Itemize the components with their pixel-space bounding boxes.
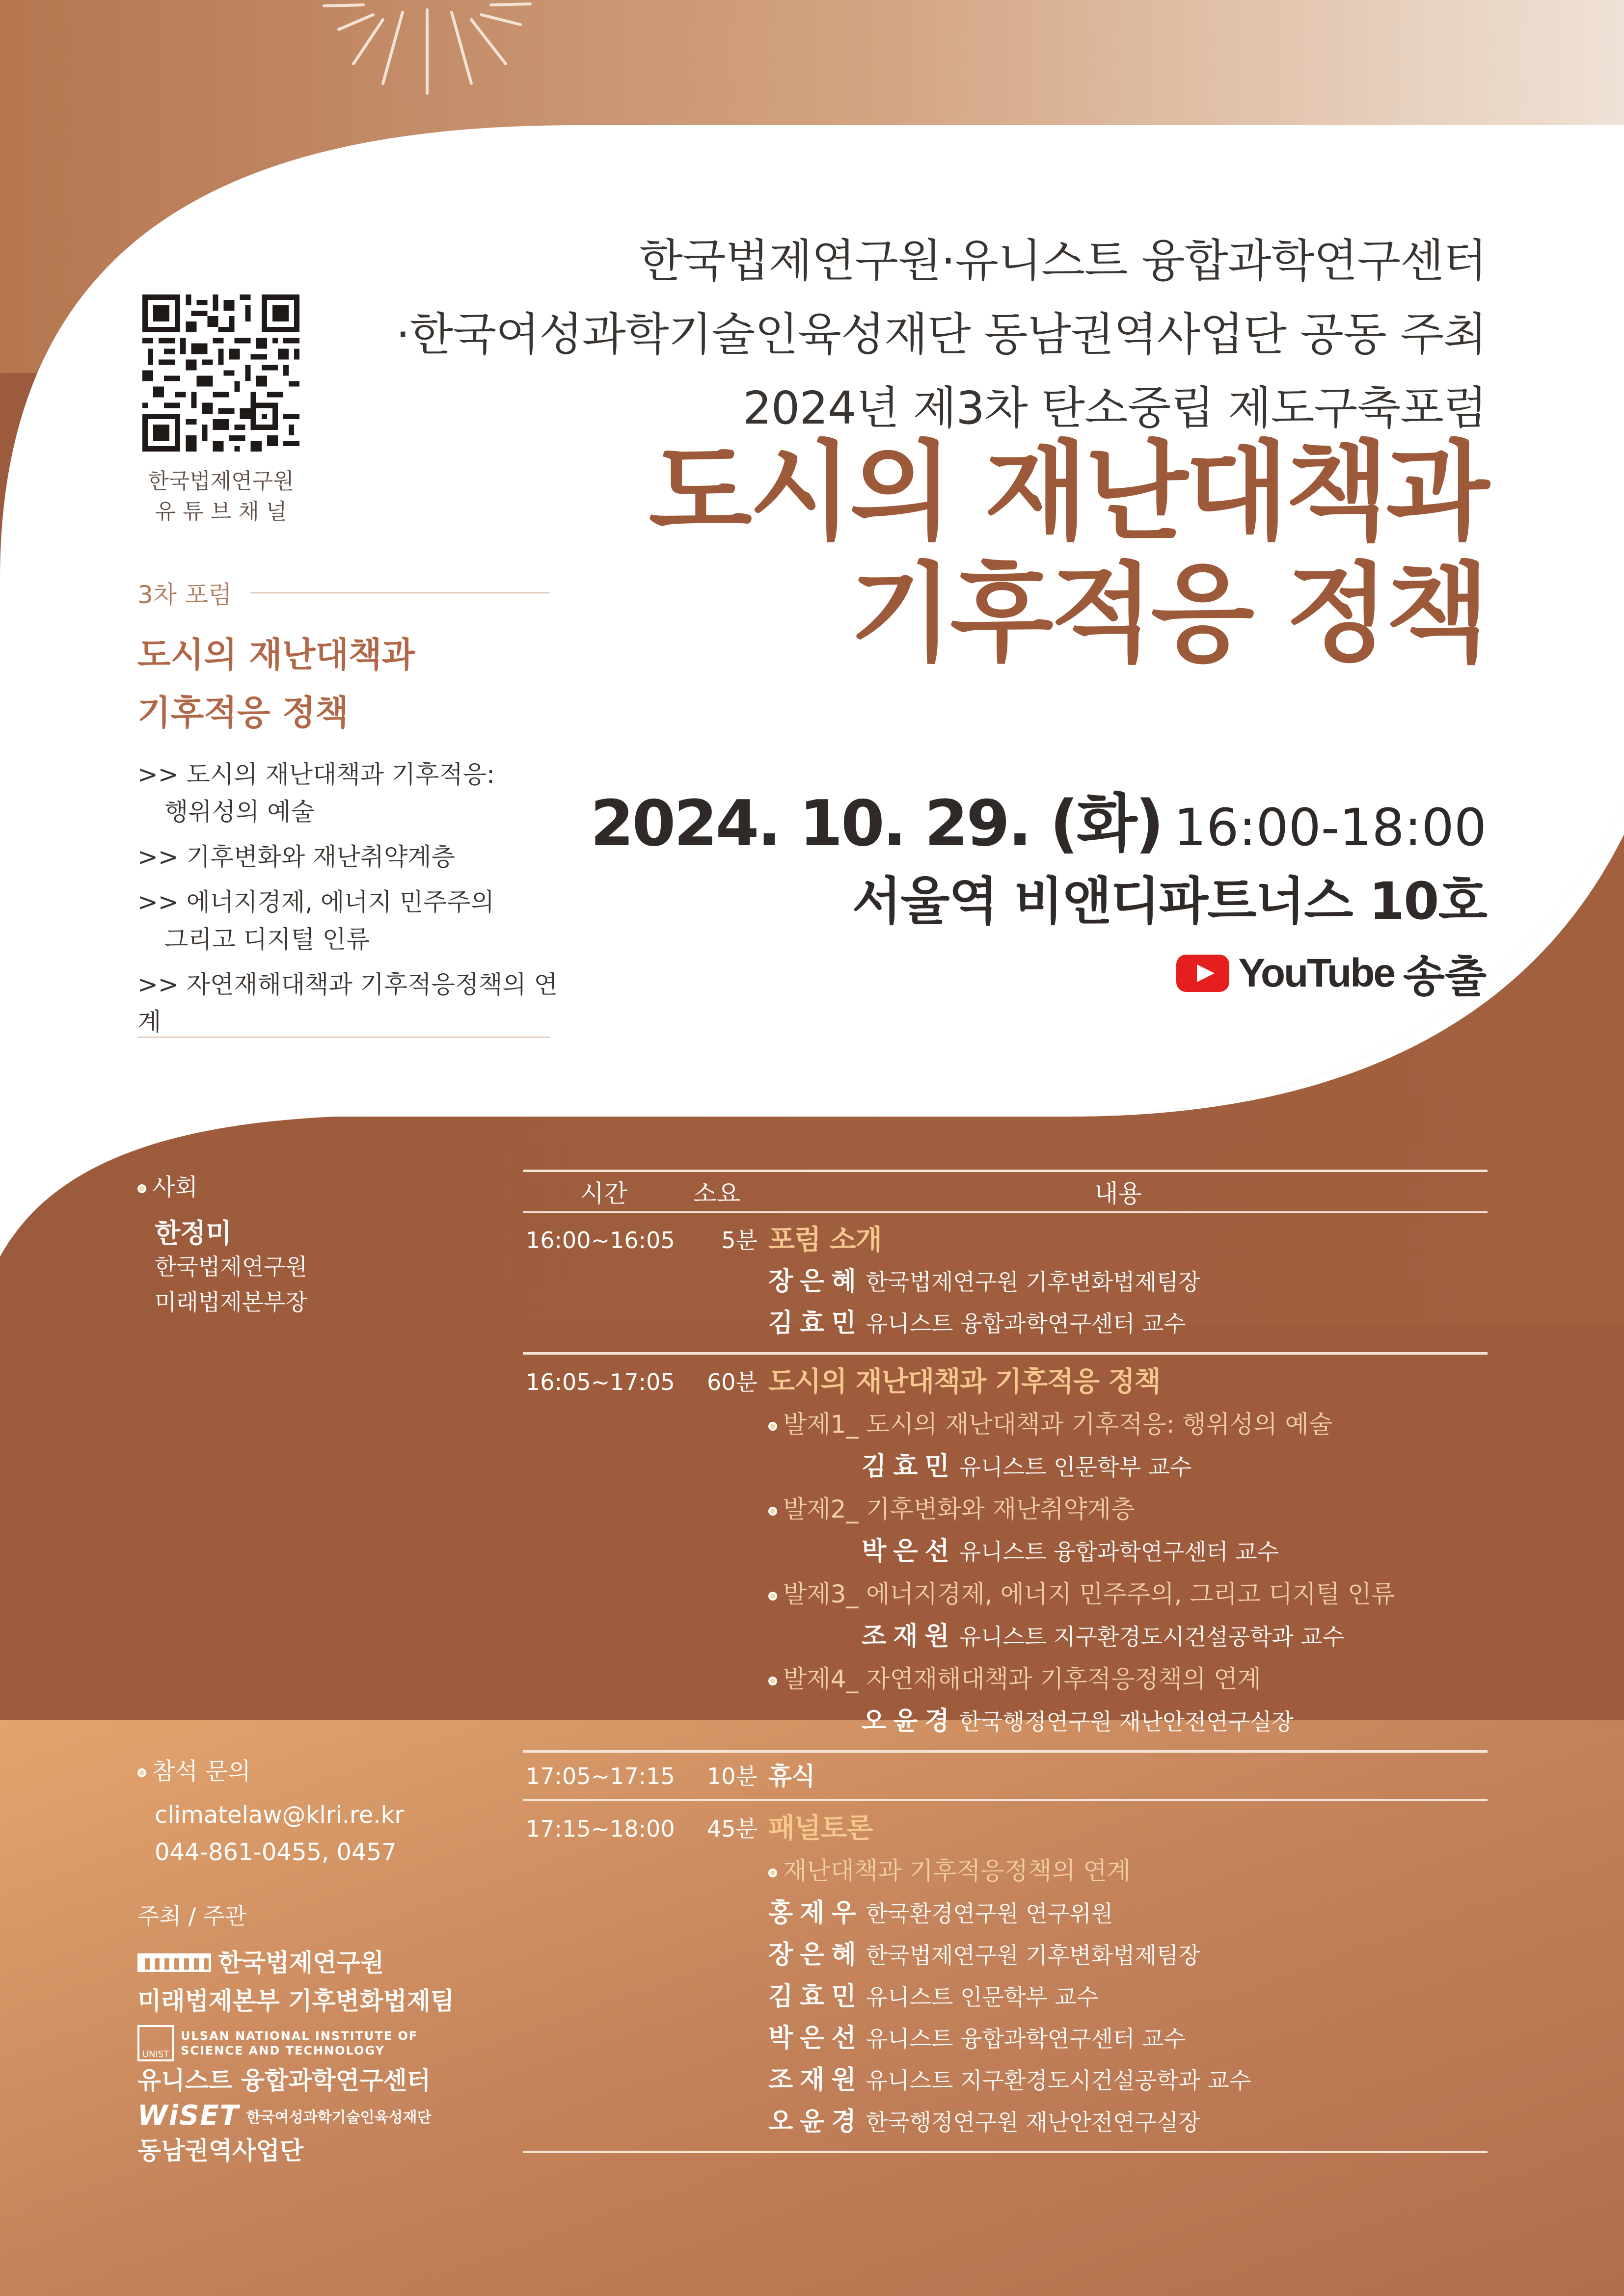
mc-name: 한정미 — [155, 1218, 232, 1249]
panelist: 박은선 유니스트 융합과학연구센터 교수 — [768, 2024, 1186, 2053]
organizer-logos — [137, 1944, 481, 2170]
bullet-icon — [137, 1184, 146, 1193]
panelist: 조재원 유니스트 지구환경도시건설공학과 교수 — [768, 2065, 1251, 2095]
speaker: 장은혜 한국법제연구원 기후변화법제팀장 — [768, 1267, 1200, 1296]
speaker: 조재원 유니스트 지구환경도시건설공학과 교수 — [862, 1622, 1345, 1651]
row-time: 17:15~18:00 — [526, 1815, 675, 1842]
unist-center: 유니스트 융합과학연구센터 — [137, 2066, 431, 2095]
topic-item: >> 기후변화와 재난취약계층 — [137, 843, 455, 871]
inquiry-label: 참석 문의 — [137, 1752, 251, 1786]
bullet-icon — [768, 1869, 777, 1877]
row-duration: 60분 — [707, 1369, 758, 1395]
table-rule — [523, 2151, 1488, 2153]
topic-item: >> 자연재해대책과 기후적응정책의 연계 — [137, 970, 558, 1036]
wiset-logo-icon: WiSET — [137, 2100, 240, 2132]
row-duration: 45분 — [707, 1815, 758, 1842]
schedule-table — [523, 1170, 1488, 2153]
youtube-play-icon — [1176, 955, 1229, 992]
row-duration: 5분 — [721, 1227, 758, 1254]
topic-list — [137, 756, 579, 1048]
table-row — [523, 1753, 1488, 1799]
bullet-icon — [768, 1507, 777, 1516]
segment-title: 휴식 — [768, 1762, 815, 1790]
divider — [137, 1037, 550, 1038]
bullet-icon — [768, 1592, 777, 1601]
table-row — [523, 1213, 1488, 1352]
forum-name: 2024년 제3차 탄소중립 제도구축포럼 — [743, 382, 1487, 434]
main-title — [649, 432, 1487, 675]
topic-item: >> 도시의 재난대책과 기후적응: 행위성의 예술 — [137, 760, 495, 826]
unist-logo-icon: UNIST — [137, 2025, 174, 2061]
bullet-icon — [137, 1768, 146, 1777]
broadcast-label: 송출 — [1403, 951, 1487, 1002]
speaker: 김효민 유니스트 인문학부 교수 — [862, 1452, 1192, 1481]
unist-logo: UNIST ULSAN NATIONAL INSTITUTE OF SCIENCE AND TECHNOLOGY — [137, 2025, 481, 2061]
forum-title-line2: 기후적응 정책 — [137, 693, 349, 733]
bullet-icon — [768, 1677, 777, 1685]
talk-topic: 발제1_ 도시의 재난대책과 기후적응: 행위성의 예술 — [768, 1403, 1488, 1446]
co-hosts-line1: 한국법제연구원·유니스트 융합과학연구센터 — [639, 235, 1487, 287]
panelist: 장은혜 한국법제연구원 기후변화법제팀장 — [768, 1940, 1200, 1970]
qr-caption — [123, 466, 319, 527]
table-row — [523, 1801, 1488, 2151]
row-time: 16:05~17:05 — [526, 1369, 675, 1395]
talk-topic: 발제3_ 에너지경제, 에너지 민주주의, 그리고 디지털 인류 — [768, 1573, 1488, 1616]
speaker: 박은선 유니스트 융합과학연구센터 교수 — [862, 1537, 1279, 1566]
panel-topic: 재난대책과 기후적응정책의 연계 — [768, 1849, 1488, 1893]
table-header — [523, 1172, 1488, 1211]
klri-logo: 한국법제연구원 — [137, 1944, 481, 1982]
topic-item: >> 에너지경제, 에너지 민주주의 그리고 디지털 인류 — [137, 888, 494, 954]
wiset-branch: 동남권역사업단 — [137, 2136, 304, 2165]
header-time: 시간 — [580, 1179, 628, 1208]
mc-affiliation: 한국법제연구원 미래법제본부장 — [155, 1254, 308, 1315]
row-duration: 10분 — [707, 1763, 758, 1789]
segment-title: 포럼 소개 — [768, 1224, 882, 1256]
event-venue: 서울역 비앤디파트너스 10호 — [852, 871, 1487, 931]
panelist: 홍제우 한국환경연구원 연구위원 — [768, 1898, 1113, 1928]
inquiry-email[interactable]: climatelaw@klri.re.kr — [155, 1801, 405, 1829]
event-datetime — [590, 773, 1487, 863]
segment-title: 도시의 재난대책과 기후적응 정책 — [768, 1366, 1161, 1398]
klri-logo-icon — [137, 1953, 211, 1972]
speaker: 김효민 유니스트 융합과학연구센터 교수 — [768, 1308, 1186, 1338]
divider — [250, 592, 550, 593]
co-hosts-line2: ·한국여성과학기술인육성재단 동남권역사업단 공동 주최 — [396, 308, 1487, 361]
main-title-line1: 도시의 재난대책과 — [649, 430, 1487, 555]
co-hosts — [396, 230, 1487, 440]
klri-team: 미래법제본부 기후변화법제팀 — [137, 1987, 455, 2015]
qr-code-icon[interactable] — [142, 294, 299, 452]
panelist: 오윤경 한국행정연구원 재난안전연구실장 — [768, 2107, 1200, 2136]
forum-label: 3차 포럼 — [137, 581, 232, 609]
mc-label: 사회 — [137, 1168, 198, 1202]
segment-title: 패널토론 — [768, 1813, 873, 1844]
qr-caption-line2: 유 튜 브 채 널 — [155, 499, 287, 524]
youtube-wordmark: YouTube — [1238, 951, 1394, 995]
main-title-line2: 기후적응 정책 — [849, 552, 1487, 676]
talk-topic: 발제2_ 기후변화와 재난취약계층 — [768, 1488, 1488, 1531]
header-duration: 소요 — [693, 1179, 741, 1208]
youtube-broadcast — [1176, 942, 1487, 1004]
forum-title — [137, 626, 415, 742]
table-row — [523, 1355, 1488, 1750]
qr-caption-line1: 한국법제연구원 — [148, 469, 294, 494]
wiset-logo: WiSET 한국여성과학기술인육성재단 — [137, 2100, 432, 2132]
bullet-icon — [768, 1422, 777, 1431]
row-time: 17:05~17:15 — [526, 1763, 675, 1789]
speaker: 오윤경 한국행정연구원 재난안전연구실장 — [862, 1707, 1294, 1736]
talk-topic: 발제4_ 자연재해대책과 기후적응정책의 연계 — [768, 1657, 1488, 1701]
panelist: 김효민 유니스트 인문학부 교수 — [768, 1982, 1099, 2011]
event-time: 16:00-18:00 — [1174, 798, 1487, 857]
host-label: 주최 / 주관 — [137, 1903, 247, 1929]
inquiry-contact — [155, 1796, 404, 1871]
inquiry-phone: 044-861-0455, 0457 — [155, 1839, 397, 1866]
event-date: 2024. 10. 29. (화) — [590, 787, 1163, 860]
row-time: 16:00~16:05 — [526, 1227, 675, 1254]
forum-title-line1: 도시의 재난대책과 — [137, 635, 415, 675]
header-content: 내용 — [1094, 1179, 1142, 1208]
